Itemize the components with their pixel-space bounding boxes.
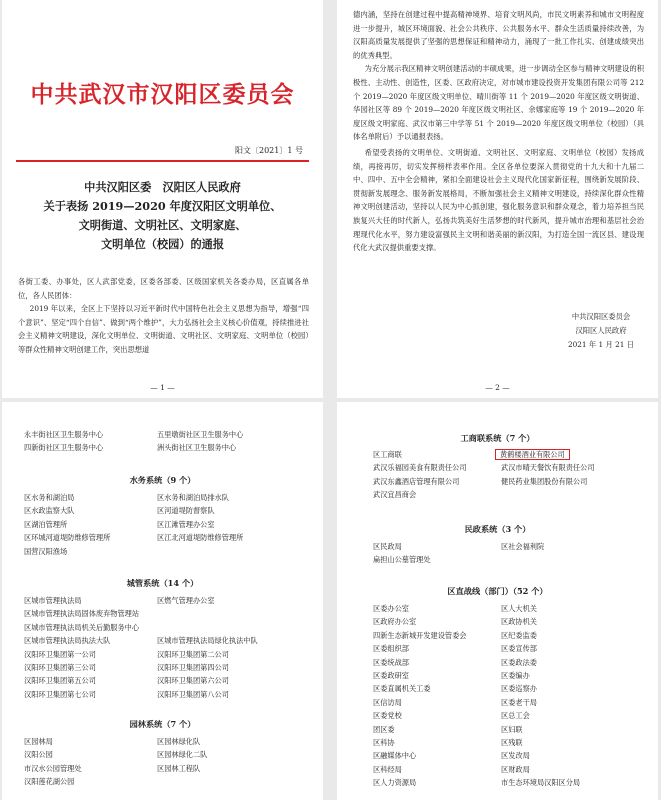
section-title-water: 水务系统（9 个）	[129, 475, 196, 485]
signature-government: 汉阳区人民政府	[575, 326, 627, 335]
document-page-2	[337, 0, 658, 398]
health-center-list	[24, 428, 314, 458]
list-item: 区城市管理执法局	[24, 596, 82, 605]
list-item: 武汉宜昌商会	[373, 490, 417, 500]
federation-commerce-section-list	[373, 448, 653, 504]
body-paragraph: 2019 年以来，全区上下坚持以习近平新时代中国特色社会主义思想为指导，增强“四个意识”、坚定“四个自信”、做到“两个维护”，大力弘扬社会主义核心价值观，持续推进社会主义精神文明建设，深化文明单位、文明街道、文明社区、文明家庭、文明单位（校园）等群众性精神文明创建工作，突出思想道	[18, 304, 309, 354]
list-item: 区委老干局	[501, 697, 537, 707]
page-number: — 2 —	[485, 383, 510, 392]
list-item: 汉阳环卫集团第一公司	[24, 649, 96, 659]
document-number: 阳文〔2021〕1 号	[235, 146, 303, 155]
list-item: 区总工会	[501, 711, 530, 721]
list-item: 武汉市晴天餐饮有限责任公司	[501, 463, 595, 473]
district-departments-section-list	[373, 602, 653, 792]
list-item: 汉阳环卫集团第八公司	[157, 689, 229, 699]
list-item: 区园林绿化队	[157, 737, 201, 746]
list-item: 汉阳公园	[24, 750, 53, 760]
notice-title-line: 中共汉阳区委 汉阳区人民政府	[84, 180, 241, 194]
body-paragraph: 为充分展示我区精神文明创建活动的丰硕成果，进一步调动全区参与精神文明建设的积极性、主动性、创造性，区委、区政府决定，对市城市建设投资开发集团有限公司等 212 个 2019—2020 年度区级文明单位、晴川街等 11 个 2019—2020 年度区级文明街道、华园社区等 89 个 2019—2020 年度区级文明社区、余娜家庭等 19 个 2019—2020 年度区级文明家庭、武汉市第三中学等 51 个 2019—2020 年度区级文明单位（校园）（具体名单附后）予以通报表扬。	[353, 64, 644, 142]
list-item: 永丰街社区卫生服务中心	[24, 430, 104, 439]
list-item: 区委巡察办	[501, 684, 537, 694]
list-item: 团区委	[373, 724, 395, 734]
list-item: 区园林工程队	[157, 763, 201, 773]
list-item: 区城市管理执法局固体废弃物管理站	[24, 609, 140, 619]
list-item: 汉阳环卫集团第三公司	[24, 663, 96, 673]
list-item: 汉阳环卫集团第五公司	[24, 676, 96, 686]
document-page-1	[2, 0, 323, 398]
section-title-civil-affairs: 民政系统（3 个）	[464, 524, 531, 534]
list-page-4	[337, 402, 658, 800]
section-title-gardens: 园林系统（7 个）	[129, 719, 196, 729]
list-item: 健民药业集团股份有限公司	[501, 476, 588, 486]
notice-title-line: 文明街道、文明社区、文明家庭、	[78, 218, 247, 232]
signature-party-committee: 中共汉阳区委员会	[571, 312, 631, 321]
list-item: 区江北河道堤防维修管理所	[157, 533, 244, 543]
list-item: 区人大机关	[501, 604, 537, 613]
list-item: 区政协机关	[501, 617, 537, 627]
list-item: 区湖泊管理所	[24, 519, 68, 529]
issue-date: 2021 年 1 月 21 日	[568, 340, 634, 349]
list-item: 区妇联	[501, 724, 523, 734]
list-item: 区委编办	[501, 671, 530, 681]
list-item: 区委政研室	[373, 671, 409, 681]
highlighted-list-item: 黄鹤楼酒业有限公司	[495, 449, 570, 460]
list-item: 汉阳环卫集团第二公司	[157, 649, 229, 659]
list-item: 区委办公室	[373, 604, 409, 613]
notice-title-line: 关于表扬 2019—2020 年度汉阳区文明单位、	[43, 199, 282, 213]
civil-affairs-section-list	[373, 540, 653, 570]
gardens-section-list	[24, 735, 314, 793]
list-item: 区工商联	[373, 450, 402, 459]
list-page-3	[2, 402, 323, 800]
list-item: 区水务和湖泊局	[24, 493, 75, 502]
list-item: 汉阳环卫集团第七公司	[24, 689, 96, 699]
list-item: 区燃气管理办公室	[157, 596, 215, 605]
list-item: 区委统战部	[373, 657, 409, 667]
list-item: 市汉水公园管理处	[24, 763, 82, 773]
list-item: 四新街社区卫生服务中心	[24, 443, 104, 453]
notice-title-line: 文明单位（校园）的通报	[100, 237, 225, 251]
list-item: 区科协	[373, 738, 395, 748]
issuing-org-title: 中共武汉市汉阳区委员会	[30, 82, 295, 108]
section-title-federation-commerce: 工商联系统（7 个）	[460, 433, 535, 443]
list-item: 区发改局	[501, 751, 530, 761]
list-item: 区财政局	[501, 764, 530, 774]
list-item: 区城市管理执法局执法大队	[24, 636, 111, 646]
addressee-paragraph: 各街工委、办事处，区人武部党委，区委各部委、区级国家机关各委办局，区直属各单位，各人民团体：	[18, 277, 309, 300]
list-item: 区科经局	[373, 764, 402, 774]
list-item: 区民政局	[373, 542, 402, 551]
list-item: 区园林局	[24, 737, 53, 746]
list-item: 汉阳莲花湖公园	[24, 777, 75, 787]
list-item: 区江滩管理办公室	[157, 519, 215, 529]
signature-block	[568, 310, 634, 352]
page-number: — 1 —	[150, 383, 175, 392]
body-paragraph: 德内涵，坚持在创建过程中提高精神境界、培育文明风尚，市民文明素养和城市文明程度进一步提升，城区环境面貌、社会公共秩序、公共服务水平、群众生活质量持续改善，为汉阳高质量发展提供了坚强的思想保证和精神动力，涌现了一批工作扎实、创建成绩突出的优秀典型。	[353, 10, 644, 60]
body-paragraph: 希望受表扬的文明单位、文明街道、文明社区、文明家庭、文明单位（校园）发扬成绩，再接再厉，切实发挥榜样表率作用。全区各单位要深入贯彻党的十九大和十九届二中、四中、五中全会精神，紧扣全面建设社会主义现代化国家新征程，围绕新发展阶段、贯彻新发展理念、服务新发展格局，不断加强社会主义精神文明建设，持续深化群众性精神文明创建活动，坚持以人民为中心抓创建，强化服务意识和群众观念，着力培养担当民族复兴大任的时代新人，弘扬共筑美好生活梦想的时代新风，提升城市治理和基层社会治理现代化水平，努力建设富强民主文明和谐美丽的新汉阳，为打造全国一流区县、建设现代化大武汉提供重要支撑。	[353, 147, 644, 253]
list-item: 区城市管理执法局机关后勤服务中心	[24, 622, 140, 632]
list-item: 区园林绿化二队	[157, 750, 208, 760]
list-item: 区人力资源局	[373, 778, 417, 788]
list-item: 区政府办公室	[373, 617, 417, 627]
list-item: 区环城河道堤防维修管理所	[24, 533, 111, 543]
list-item: 区纪委监委	[501, 630, 537, 640]
urban-management-section-list	[24, 594, 314, 704]
list-item: 国营汉阳渔场	[24, 546, 68, 556]
water-section-list	[24, 491, 314, 561]
list-item: 区委政法委	[501, 657, 537, 667]
list-item: 区信访局	[373, 697, 402, 707]
list-item: 五里墩街社区卫生服务中心	[157, 430, 244, 439]
list-item: 区河道堤防督察队	[157, 506, 215, 516]
notice-body	[18, 275, 309, 357]
red-divider-line	[16, 160, 309, 162]
notice-body-continued	[353, 8, 644, 255]
list-item: 区残联	[501, 738, 523, 748]
list-item: 区城市管理执法局绿化执法中队	[157, 636, 258, 646]
list-item: 汉阳环卫集团第四公司	[157, 663, 229, 673]
section-title-urban-management: 城管系统（14 个）	[126, 578, 199, 588]
list-item: 区委党校	[373, 711, 402, 721]
list-item: 区委组织部	[373, 644, 409, 654]
list-item: 区水务和湖泊局排水队	[157, 493, 229, 502]
list-item: 扁担山公墓管理处	[373, 555, 431, 565]
section-title-district-departments: 区直战线（部门）（52 个）	[447, 586, 548, 596]
list-item: 区融媒体中心	[373, 751, 417, 761]
list-item: 四新生态新城开发建设管委会	[373, 630, 467, 640]
list-item: 汉阳环卫集团第六公司	[157, 676, 229, 686]
list-item: 市生态环境局汉阳区分局	[501, 778, 581, 788]
list-item: 洲头街社区卫生服务中心	[157, 443, 237, 453]
list-item: 区社会福利院	[501, 542, 545, 551]
list-item: 区委直属机关工委	[373, 684, 431, 694]
list-item: 武汉乐福园美食有限责任公司	[373, 463, 467, 473]
list-item: 武汉东鑫酒店管理有限公司	[373, 476, 460, 486]
notice-title	[2, 178, 323, 254]
list-item: 区委宣传部	[501, 644, 537, 654]
list-item: 区水政监察大队	[24, 506, 75, 516]
